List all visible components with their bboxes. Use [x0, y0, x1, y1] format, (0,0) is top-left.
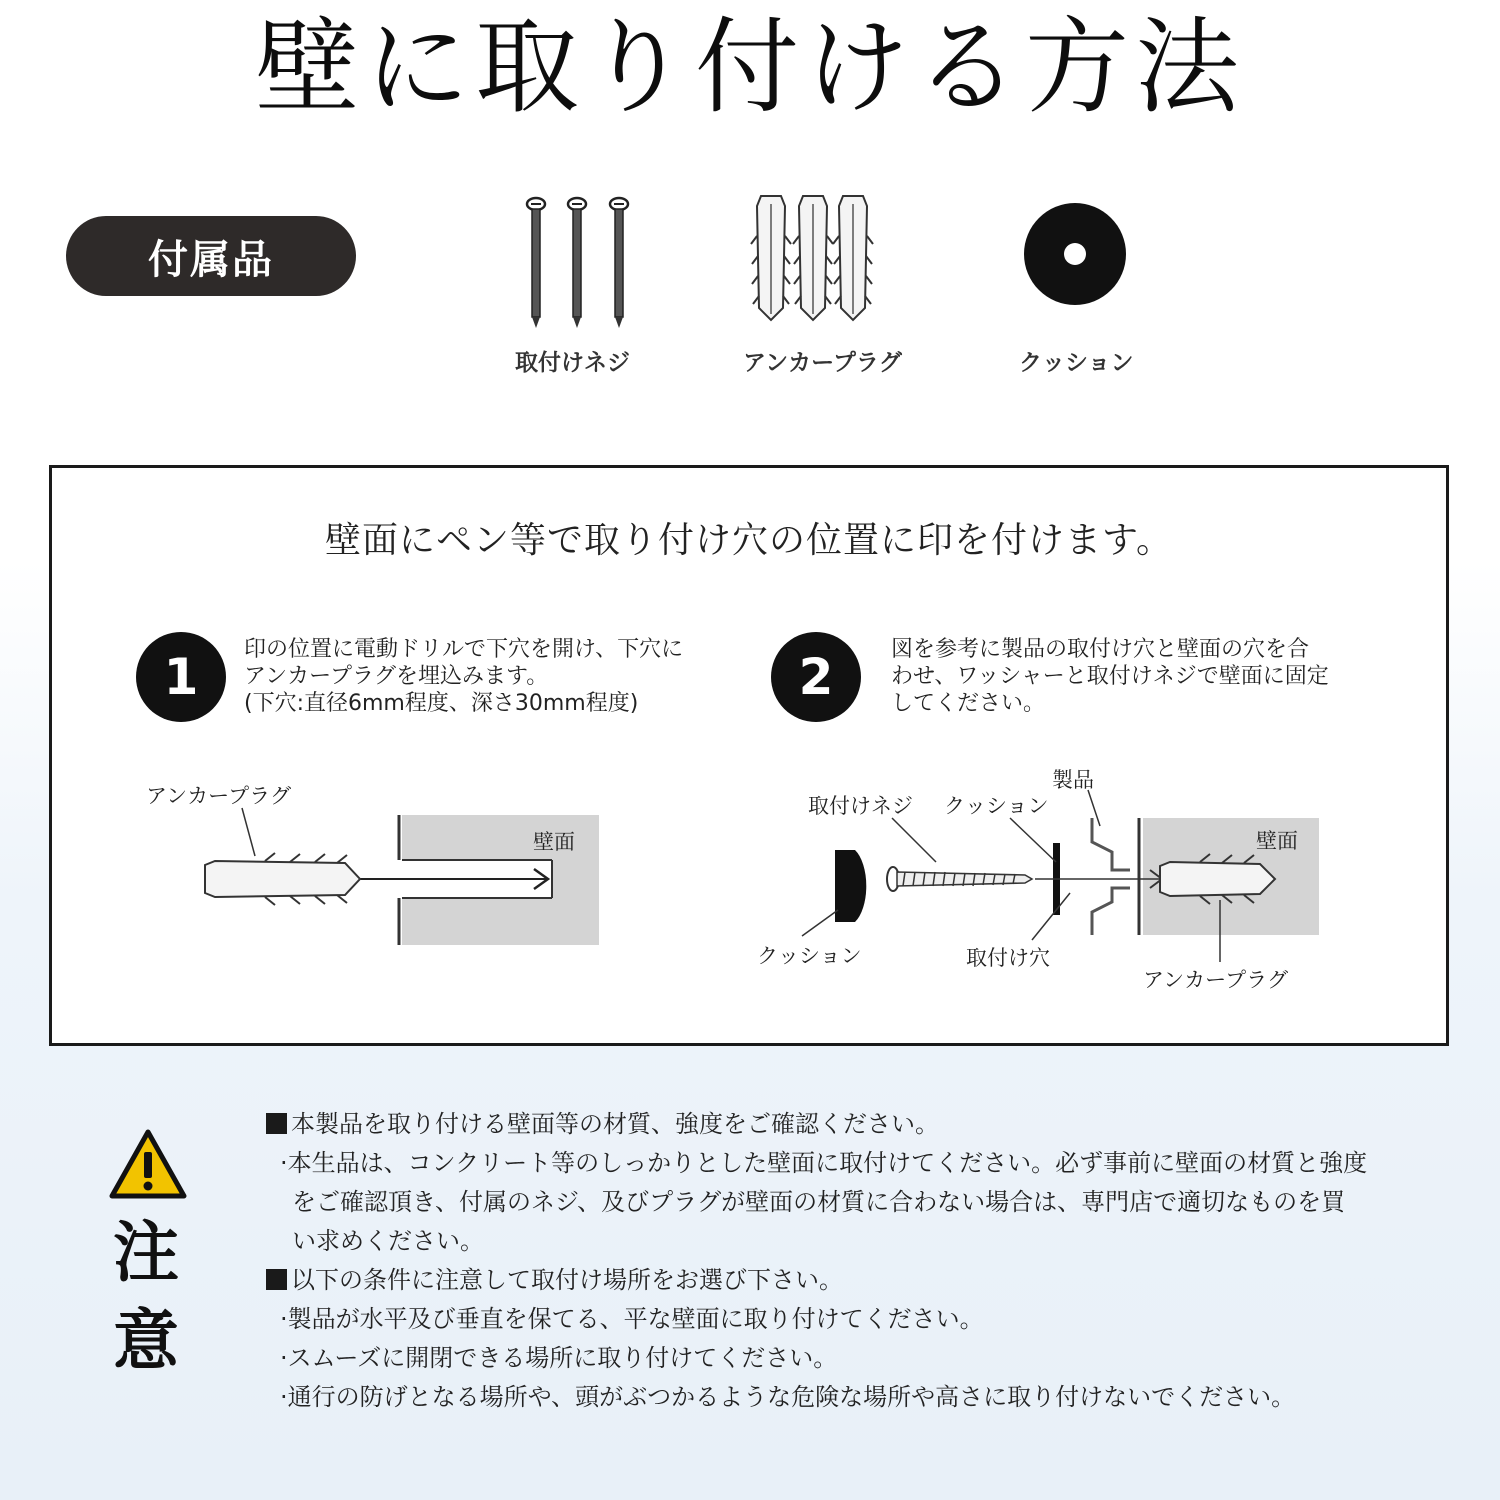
step-1-label-wall: 壁面: [533, 830, 575, 854]
caution-heading: 本製品を取り付ける壁面等の材質、強度をご確認ください。: [266, 1105, 1466, 1144]
step-2-label-cushion-bottom: クッション: [757, 944, 862, 968]
caution-item: ·スムーズに開閉できる場所に取り付けてください。: [280, 1344, 838, 1372]
instruction-title: 壁面にペン等で取り付け穴の位置に印を付けます。: [324, 520, 1174, 561]
caution-char-1: 注: [113, 1214, 179, 1291]
step-1-label-anchor: アンカープラグ: [146, 784, 292, 808]
step-2-label-product: 製品: [1052, 768, 1094, 792]
step-2-badge: 2: [771, 632, 861, 722]
accessory-label-anchor: アンカープラグ: [743, 350, 902, 376]
warning-triangle-icon: [108, 1128, 188, 1200]
step-2-label-cushion-top: クッション: [944, 794, 1049, 818]
step-1-anchor-plug: [205, 853, 360, 905]
accessory-label-screw: 取付けネジ: [515, 350, 630, 376]
caution-item-continued: をご確認頂き、付属のネジ、及びプラグが壁面の材質に合わない場合は、専門店で適切なものを買: [292, 1188, 1346, 1216]
step-1-text: 印の位置に電動ドリルで下穴を開け、下穴に アンカープラグを埋込みます。 (下穴:直径6mm程度、深さ30mm程度): [244, 637, 684, 716]
caution-char-2: 意: [113, 1302, 179, 1379]
step-2-label-wall: 壁面: [1256, 829, 1298, 853]
accessory-label-cushion: クッション: [1019, 350, 1134, 376]
caution-notes: [266, 1105, 1466, 1417]
page-title: 壁に取り付ける方法: [254, 6, 1245, 128]
accessories-badge: 付属品: [66, 216, 356, 296]
caution-item: ·製品が水平及び垂直を保てる、平な壁面に取り付けてください。: [280, 1305, 984, 1333]
step-1-badge: 1: [136, 632, 226, 722]
caution-item-continued: い求めください。: [292, 1227, 484, 1255]
step-2-label-anchor: アンカープラグ: [1143, 968, 1289, 992]
caution-heading: 以下の条件に注意して取付け場所をお選び下さい。: [266, 1261, 1466, 1300]
step-2-label-screw: 取付けネジ: [808, 794, 913, 818]
step-2-label-hole: 取付け穴: [966, 946, 1050, 970]
step-2-text: 図を参考に製品の取付け穴と壁面の穴を合 わせ、ワッシャーと取付けネジで壁面に固定 してください。: [891, 637, 1329, 716]
caution-item: ·通行の防げとなる場所や、頭がぶつかるような危険な場所や高さに取り付けないでください。: [280, 1383, 1296, 1411]
step-2-screw: [887, 867, 1032, 891]
caution-item: ·本生品は、コンクリート等のしっかりとした壁面に取付けてください。必ず事前に壁面の材質と強度: [280, 1149, 1368, 1177]
